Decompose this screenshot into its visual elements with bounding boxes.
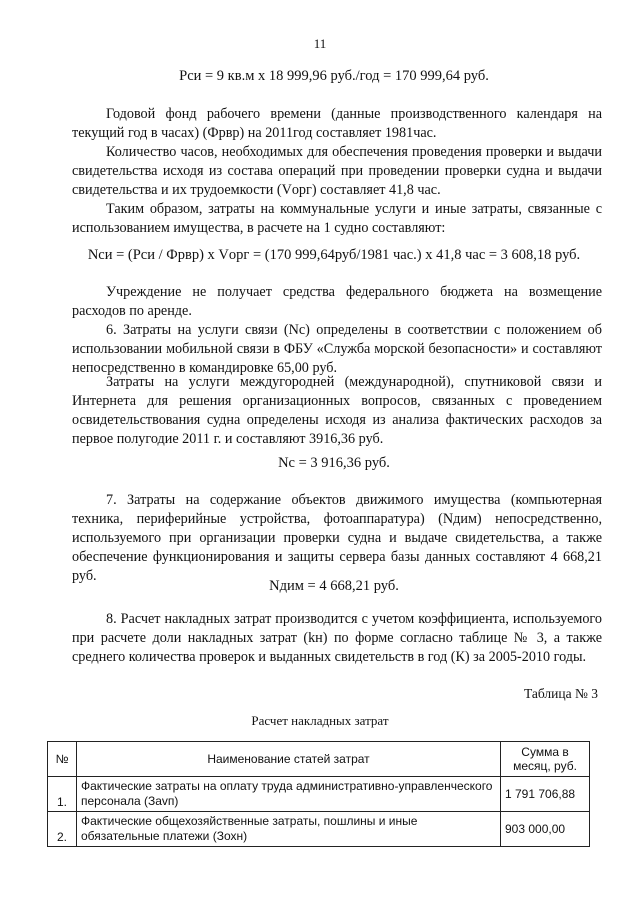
paragraph-no-federal-funds: Учреждение не получает средства федерального бюджета на возмещение расходов по аренде. (72, 284, 602, 319)
formula-nsi: Nси = (Рси / Фрвр) х Vорг = (170 999,64руб/1981 час.) х 41,8 час = 3 608,18 руб. (87, 247, 581, 263)
row-sum: 903 000,00 (501, 812, 590, 847)
paragraph-hours-count: Количество часов, необходимых для обеспечения проведения проверки и выдачи свидетельства исходя из состава операций при проведении проверки судна и выдачи свидетельства и их трудоемкости (Vорг) составляет 41,8 час. (72, 144, 602, 198)
page-number: 11 (313, 36, 327, 51)
header-monthly-sum: Сумма в месяц, руб. (501, 742, 590, 777)
table-row (48, 812, 590, 847)
header-cost-item: Наименование статей затрат (77, 742, 501, 777)
row-cost-item: Фактические затраты на оплату труда административно-управленческого персонала (Заvп) (77, 777, 501, 812)
formula-rsi: Рси = 9 кв.м х 18 999,96 руб./год = 170 999,64 руб. (179, 68, 489, 84)
table-caption: Таблица № 3 (524, 686, 598, 701)
row-number: 1. (48, 777, 77, 812)
formula-ndim: Nдим = 4 668,21 руб. (269, 578, 399, 594)
table-header-row (48, 742, 590, 777)
overhead-costs-table (47, 741, 590, 847)
row-cost-item: Фактические общехозяйственные затраты, пошлины и иные обязательные платежи (Зохн) (77, 812, 501, 847)
paragraph-overhead-calculation: 8. Расчет накладных затрат производится с учетом коэффициента, используемого при расчете доли накладных затрат (kн) по форме согласно таблице № 3, а также среднего количества проверок и выданных свидетельств в год (К) за 2005-2010 годы. (72, 611, 602, 665)
table-row (48, 777, 590, 812)
row-number: 2. (48, 812, 77, 847)
row-sum: 1 791 706,88 (501, 777, 590, 812)
table-title: Расчет накладных затрат (251, 713, 389, 728)
formula-nc: Nс = 3 916,36 руб. (278, 455, 390, 471)
header-number: № (48, 742, 77, 777)
paragraph-communal-costs: Таким образом, затраты на коммунальные услуги и иные затраты, связанные с использованием имущества, в расчете на 1 судно составляют: (72, 201, 602, 236)
paragraph-long-distance-costs: Затраты на услуги междугородней (международной), спутниковой связи и Интернета для решения организационных вопросов, связанных с проведением освидетельствования судна определены исходя из анализа фактических расходов за первое полугодие 2011 г. и составляют 3916,36 руб. (72, 374, 602, 447)
paragraph-communication-costs: 6. Затраты на услуги связи (Nс) определены в соответствии с положением об использовании мобильной связи в ФБУ «Служба морской безопасности» и составляют непосредственно в командировке 65,00 руб. (72, 322, 602, 376)
paragraph-annual-time-fund: Годовой фонд рабочего времени (данные производственного календаря на текущий год в часах) (Фрвр) на 2011год составляет 1981час. (72, 106, 602, 141)
paragraph-movable-property-costs: 7. Затраты на содержание объектов движимого имущества (компьютерная техника, периферийные устройства, фотоаппаратура) (Nдим) непосредственно, используемого при организации проверки судна и выдаче свидетельства, а также обеспечение функционирования и защиты сервера базы данных составляют 4 668,21 руб. (72, 492, 602, 584)
